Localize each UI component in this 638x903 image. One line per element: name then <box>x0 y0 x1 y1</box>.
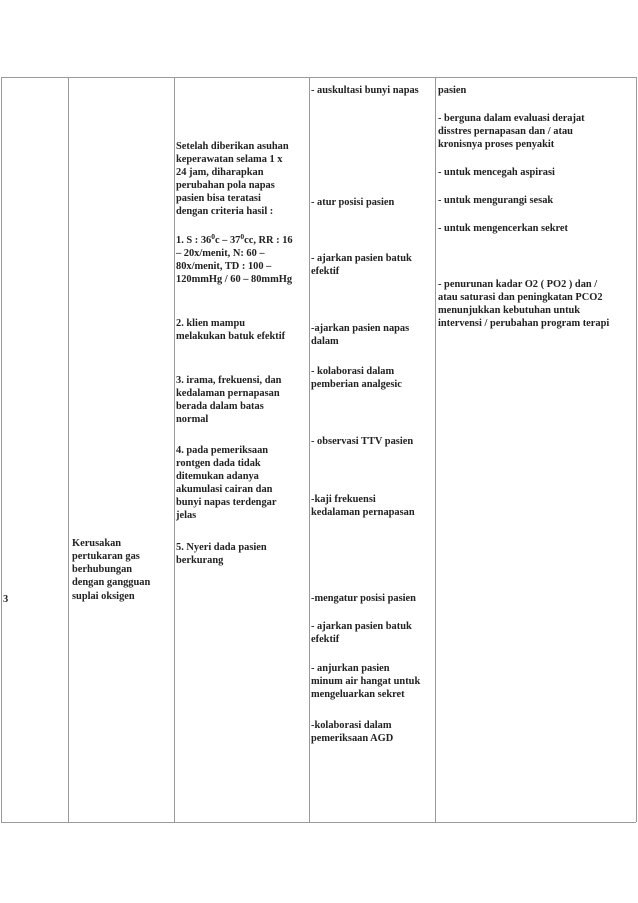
diagnosis-line: pertukaran gas <box>72 551 140 562</box>
criterion-4-line: akumulasi cairan dan <box>176 484 273 495</box>
criterion-4-line: rontgen dada tidak <box>176 458 261 469</box>
goal-intro-line: Setelah diberikan asuhan <box>176 141 289 152</box>
intervention-line: -kaji frekuensi <box>311 494 376 505</box>
col-divider-3 <box>309 77 310 822</box>
intervention-line: minum air hangat untuk <box>311 676 421 687</box>
intervention-line: -kolaborasi dalam <box>311 720 392 731</box>
intervention-line: pemberian analgesic <box>311 379 402 390</box>
criterion-3-line: normal <box>176 414 209 425</box>
row-number: 3 <box>3 594 9 605</box>
criterion-3-line: kedalaman pernapasan <box>176 388 280 399</box>
goal-intro-line: perubahan pola napas <box>176 180 275 191</box>
intervention-line: - ajarkan pasien batuk <box>311 253 412 264</box>
criterion-4-line: 4. pada pemeriksaan <box>176 445 269 456</box>
rationale-line: - untuk mencegah aspirasi <box>438 167 555 178</box>
intervention-line: - atur posisi pasien <box>311 197 395 208</box>
intervention-line: mengeluarkan sekret <box>311 689 405 700</box>
diagnosis-line: suplai oksigen <box>72 591 135 602</box>
goal-intro-line: pasien bisa teratasi <box>176 193 261 204</box>
criterion-5-line: 5. Nyeri dada pasien <box>176 542 267 553</box>
criterion-2-line: melakukan batuk efektif <box>176 331 286 342</box>
col-divider-4 <box>435 77 436 822</box>
intervention-line: dalam <box>311 336 339 347</box>
intervention-line: -ajarkan pasien napas <box>311 323 410 334</box>
rationale-line: kronisnya proses penyakit <box>438 139 555 150</box>
intervention-line: pemeriksaan AGD <box>311 733 394 744</box>
diagnosis-line: Kerusakan <box>72 538 122 549</box>
table-top-border <box>1 77 636 78</box>
goal-intro-line: 24 jam, diharapkan <box>176 167 264 178</box>
criterion-1-line-2: – 20x/menit, N: 60 – <box>176 248 265 259</box>
criterion-4-line: ditemukan adanya <box>176 471 259 482</box>
rationale-line: disstres pernapasan dan / atau <box>438 126 573 137</box>
table-bottom-border <box>1 822 636 823</box>
rationale-line: - untuk mengencerkan sekret <box>438 223 568 234</box>
intervention-line: -mengatur posisi pasien <box>311 593 416 604</box>
diagnosis-line: berhubungan <box>72 564 133 575</box>
goal-intro-line: dengan criteria hasil : <box>176 206 274 217</box>
intervention-line: efektif <box>311 634 340 645</box>
col-divider-2 <box>174 77 175 822</box>
rationale-line: - berguna dalam evaluasi derajat <box>438 113 585 124</box>
criterion-4-line: jelas <box>176 510 197 521</box>
rationale-line: atau saturasi dan peningkatan PCO2 <box>438 292 603 303</box>
criterion-4-line: bunyi napas terdengar <box>176 497 277 508</box>
intervention-line: - kolaborasi dalam <box>311 366 395 377</box>
rationale-line: intervensi / perubahan program terapi <box>438 318 610 329</box>
intervention-line: - anjurkan pasien <box>311 663 390 674</box>
criterion-5-line: berkurang <box>176 555 224 566</box>
table-border-left <box>1 77 2 822</box>
rationale-line: pasien <box>438 85 467 96</box>
col-divider-1 <box>68 77 69 822</box>
intervention-line: - auskultasi bunyi napas <box>311 85 419 96</box>
rationale-line: - untuk mengurangi sesak <box>438 195 554 206</box>
criterion-3-line: 3. irama, frekuensi, dan <box>176 375 282 386</box>
rationale-line: - penurunan kadar O2 ( PO2 ) dan / <box>438 279 598 290</box>
goal-intro-line: keperawatan selama 1 x <box>176 154 283 165</box>
intervention-line: efektif <box>311 266 340 277</box>
diagnosis-line: dengan gangguan <box>72 577 151 588</box>
criterion-2-line: 2. klien mampu <box>176 318 245 329</box>
intervention-line: - observasi TTV pasien <box>311 436 414 447</box>
criterion-1-line-3: 80x/menit, TD : 100 – <box>176 261 272 272</box>
criterion-1-line-1: 1. S : $36^0c - 37^0cc$, RR : 16 <box>176 232 293 246</box>
rationale-line: menunjukkan kebutuhan untuk <box>438 305 581 316</box>
intervention-line: - ajarkan pasien batuk <box>311 621 412 632</box>
table-border-right <box>636 77 637 822</box>
intervention-line: kedalaman pernapasan <box>311 507 415 518</box>
criterion-1-line-4: 120mmHg / 60 – 80mmHg <box>176 274 293 285</box>
criterion-3-line: berada dalam batas <box>176 401 264 412</box>
